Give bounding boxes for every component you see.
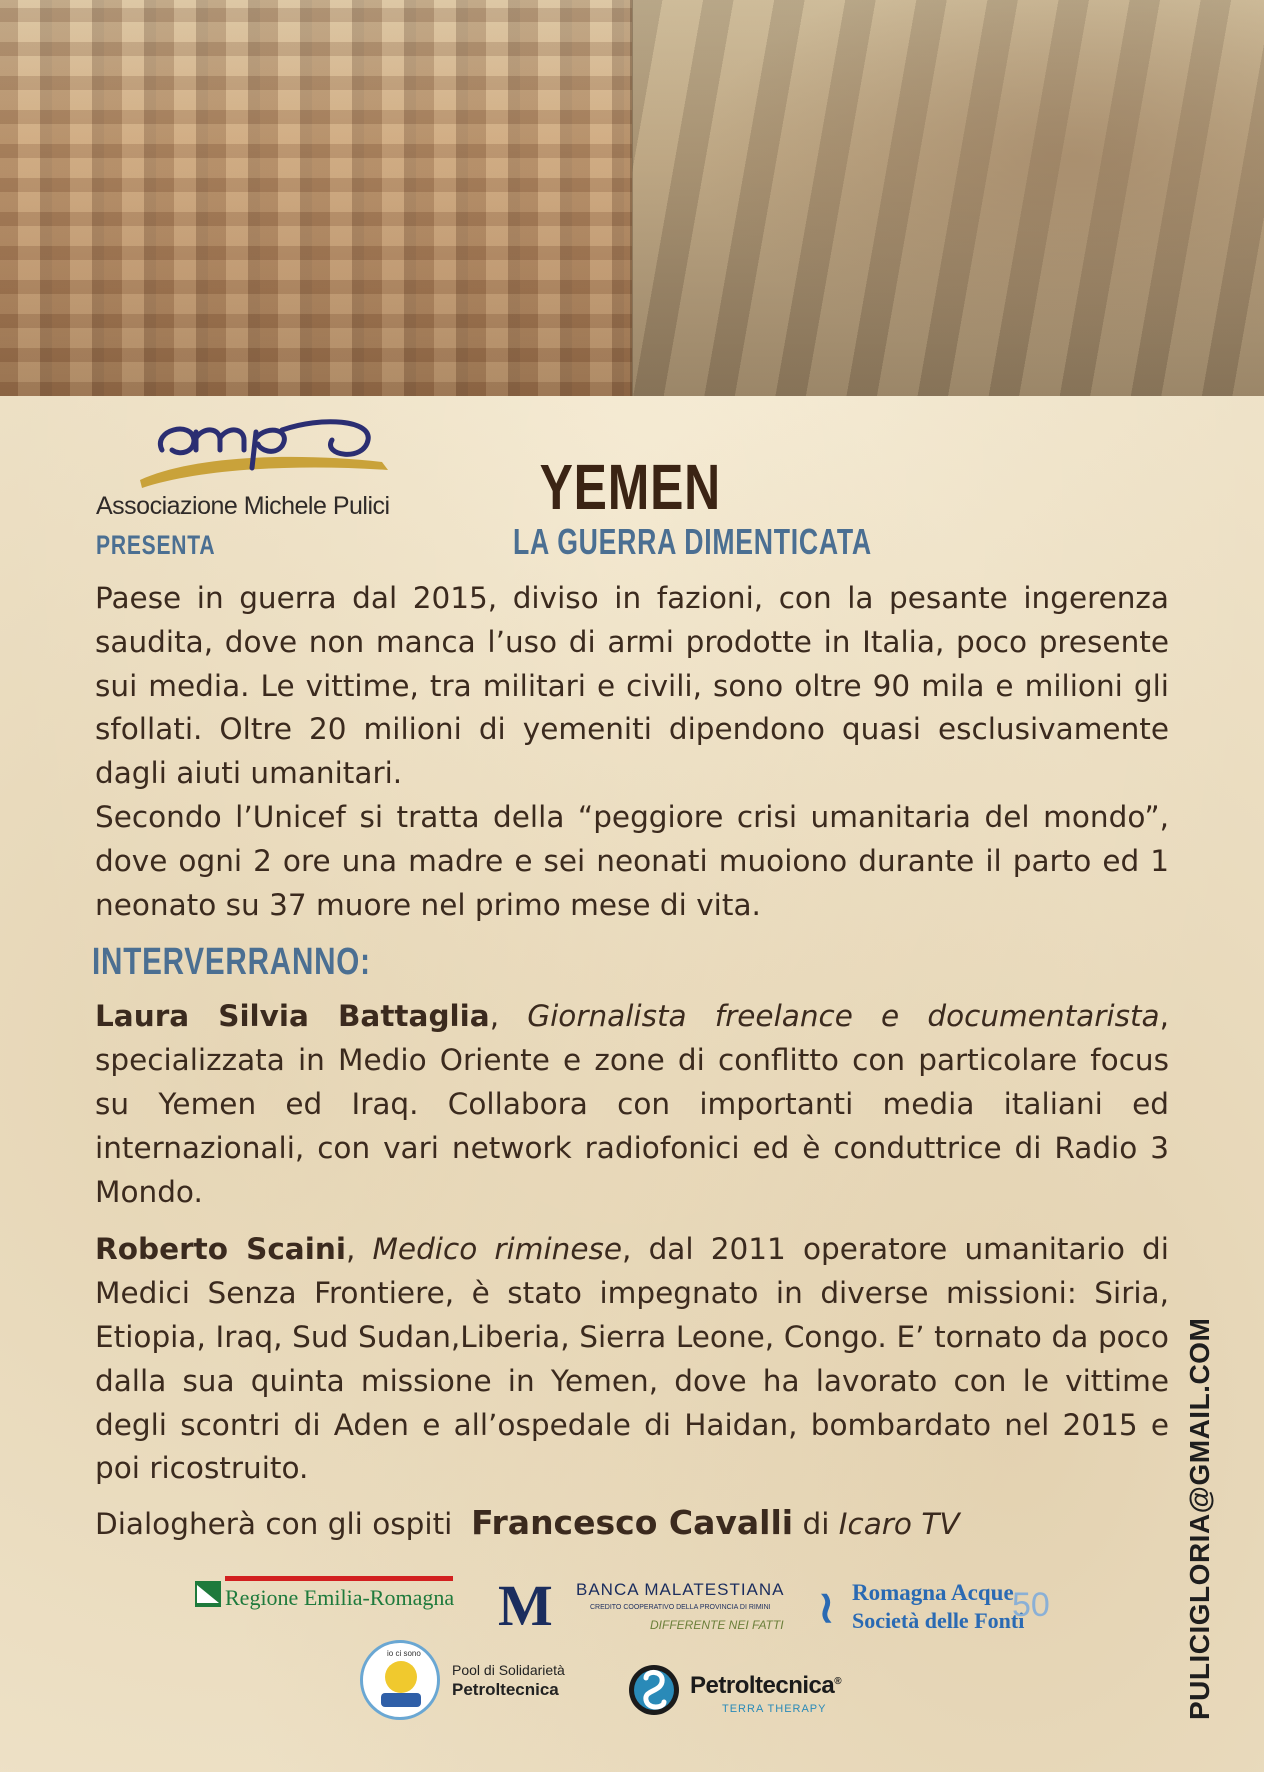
pool-face xyxy=(385,1661,417,1693)
association-name: Associazione Michele Pulici xyxy=(96,492,390,520)
sponsor-romagna-acque xyxy=(818,1578,1068,1638)
regione-name: Regione Emilia-Romagna xyxy=(225,1585,455,1610)
ra-line-1: Romagna Acque xyxy=(852,1580,1014,1605)
moderator-name: Francesco Cavalli xyxy=(471,1503,794,1543)
intro-paragraph-1: Paese in guerra dal 2015, diviso in fazioni, con la pesante ingerenza saudita, dove non manca l’uso di armi prodotte in Italia, poco presente sui media. Le vittime, tra militari e civili, sono oltre 90 mila e milioni gli sfollati. Oltre 20 milioni di yemeniti dipendono quasi esclusivamente dagli aiuti umanitari. xyxy=(95,581,1169,791)
speaker-role: Medico riminese xyxy=(372,1232,623,1267)
ra-line-2: Società delle Fonti xyxy=(852,1608,1025,1633)
speaker-bio: , dal 2011 operatore umanitario di Medici Senza Frontiere, è stato impegnato in diverse missioni: Siria, Etiopia, Iraq, Sud Sudan,Liberia, Sierra Leone, Congo. E’ tornato da poco dalla sua quinta missione in Yemen, dove ha lavorato con le vittime degli scontri di Aden e all’ospedale di Haidan, bombardato nel 2015 e poi ricostruito. xyxy=(95,1232,1169,1486)
speaker-2: Roberto Scaini, Medico riminese, dal 2011 operatore umanitario di Medici Senza Frontiere, è stato impegnato in diverse missioni: Siria, Etiopia, Iraq, Sud Sudan,Liberia, Sierra Leone, Congo. E’ tornato da poco dalla sua quinta missione in Yemen, dove ha lavorato con le vittime degli scontri di Aden e all’ospedale di Haidan, bombardato nel 2015 e poi ricostruito. xyxy=(95,1232,1169,1486)
petroltecnica-sub: TERRA THERAPY xyxy=(722,1703,827,1715)
presenta-label: PRESENTA xyxy=(96,530,216,560)
pool-line-2: Petroltecnica xyxy=(452,1680,559,1699)
speaker-1: Laura Silvia Battaglia, Giornalista freelance e documentarista, specializzata in Medio Oriente e zone di conflitto con particolare focus su Yemen ed Iraq. Collabora con importanti media italiani ed internazionali, con vari network radiofonici ed è conduttrice di Radio 3 Mondo. xyxy=(95,999,1169,1209)
hero-photo-right xyxy=(632,0,1264,396)
pool-cap xyxy=(381,1693,421,1707)
title-main: YEMEN xyxy=(539,451,721,523)
moderator-prefix: Dialogherà con gli ospiti xyxy=(95,1507,453,1542)
bm-mark: M xyxy=(498,1573,553,1638)
petroltecnica-name: Petroltecnica® xyxy=(690,1672,842,1699)
pool-badge-text: io ci sono xyxy=(387,1649,421,1658)
ra-anniversary: 50 xyxy=(1012,1586,1050,1624)
hero-divider xyxy=(630,0,633,396)
wave-icon: ≀ xyxy=(818,1583,835,1632)
title-subtitle: LA GUERRA DIMENTICATA xyxy=(513,521,872,562)
speakers-heading: INTERVERRANNO: xyxy=(92,941,371,984)
event-title xyxy=(450,451,872,563)
main-content xyxy=(92,577,1169,1547)
bm-name: BANCA MALATESTIANA xyxy=(576,1580,785,1599)
amp-logo-icon xyxy=(132,410,432,488)
sponsor-petroltecnica xyxy=(628,1654,878,1724)
pool-badge-icon xyxy=(360,1640,440,1720)
bm-line: CREDITO COOPERATIVO DELLA PROVINCIA DI RIMINI xyxy=(590,1604,771,1611)
regione-bar xyxy=(225,1576,453,1581)
regione-flag-icon xyxy=(195,1581,221,1607)
pool-line-1: Pool di Solidarietà xyxy=(452,1662,565,1678)
sponsor-regione xyxy=(195,1576,453,1611)
speaker-role: Giornalista freelance e documentarista xyxy=(527,999,1160,1034)
sponsor-banca-malatestiana xyxy=(498,1573,788,1638)
speaker-name: Roberto Scaini xyxy=(95,1232,346,1267)
hero-photo-left xyxy=(0,0,632,396)
intro-paragraph-2: Secondo l’Unicef si tratta della “peggiore crisi umanitaria del mondo”, dove ogni 2 ore una madre e sei neonati muoiono durante il parto ed 1 neonato su 37 muore nel primo mese di vita. xyxy=(95,799,1169,922)
association-logo xyxy=(96,410,426,520)
moderator-org: Icaro TV xyxy=(838,1507,960,1542)
speaker-bio: , specializzata in Medio Oriente e zone di conflitto con particolare focus su Yemen ed Iraq. Collabora con importanti media italiani ed internazionali, con vari network radiofonici ed è conduttrice di Radio 3 Mondo. xyxy=(95,999,1169,1209)
hero-photos xyxy=(0,0,1264,396)
speaker-name: Laura Silvia Battaglia xyxy=(95,999,490,1034)
bm-motto: DIFFERENTE NEI FATTI xyxy=(650,1618,784,1632)
petroltecnica-drop-icon xyxy=(628,1654,680,1720)
moderator-line xyxy=(95,1501,1169,1547)
registered-mark: ® xyxy=(834,1676,842,1687)
sponsor-pool-solidarieta xyxy=(360,1640,600,1724)
contact-email: PULICIGLORIA@GMAIL.COM xyxy=(1184,1317,1215,1720)
moderator-mid: di xyxy=(802,1507,830,1542)
